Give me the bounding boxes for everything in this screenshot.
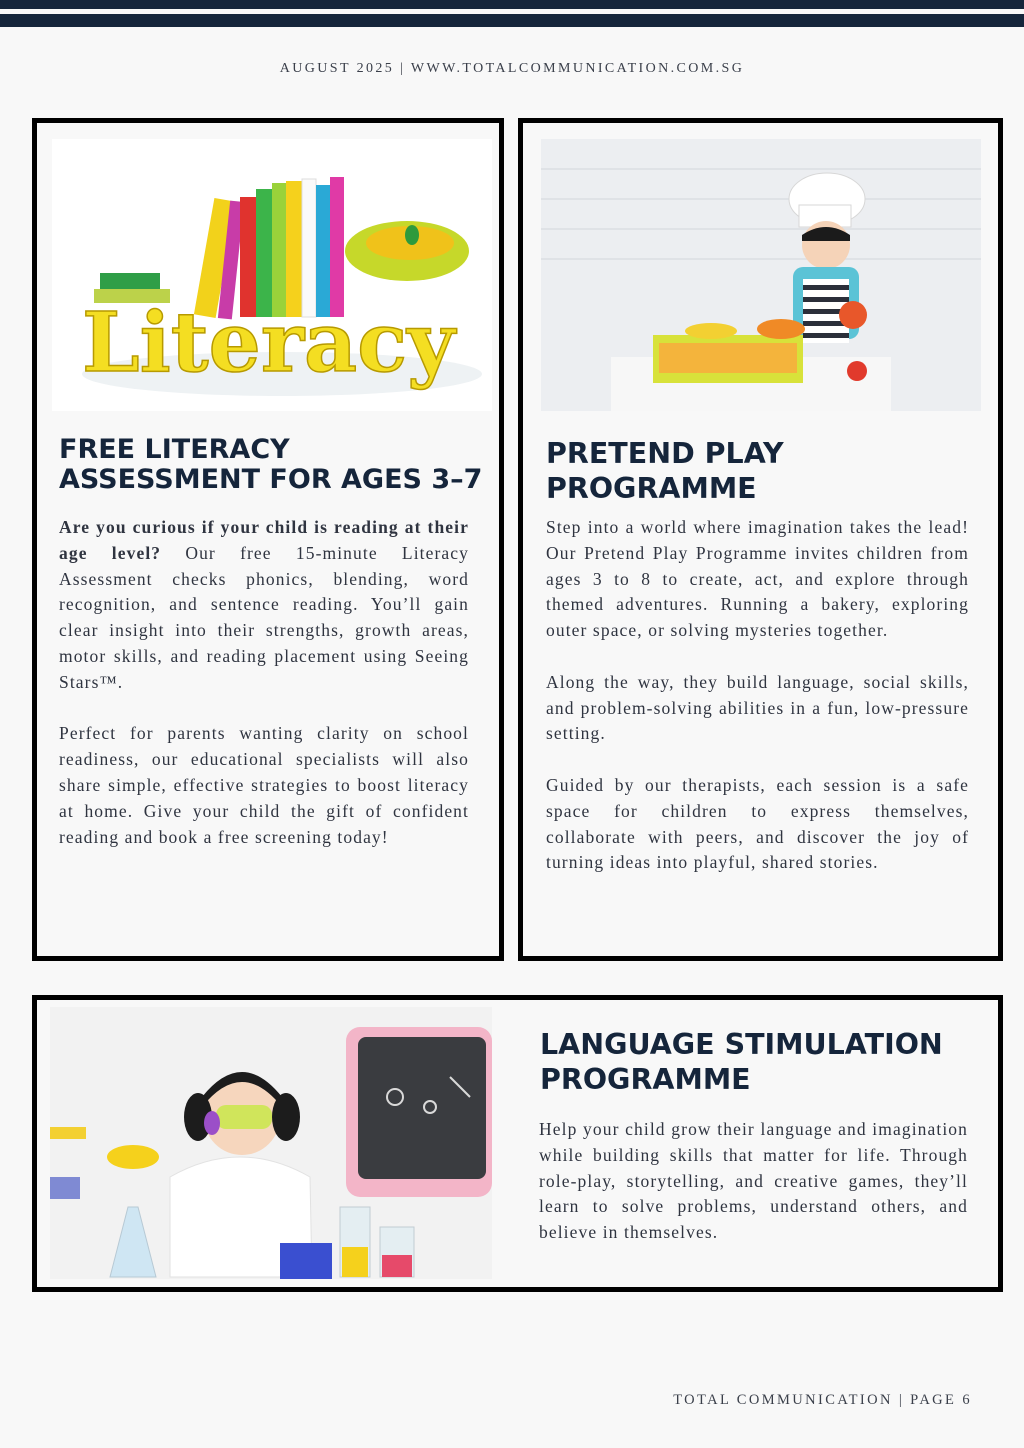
literacy-para-1 <box>59 515 469 696</box>
top-stripe-thick <box>0 0 1024 9</box>
literacy-word-art: Literacy <box>82 295 455 391</box>
language-image <box>50 1007 492 1279</box>
pretend-play-para-3: Guided by our therapists, each session is a safe space for children to express themselves, collaborate with peers, and discover the joy of turning ideas into playful, shared stories. <box>546 774 969 873</box>
top-stripe-thin <box>0 14 1024 27</box>
pretend-play-para-1: Step into a world where imagination takes the lead! Our Pretend Play Programme invites children from ages 3 to 8 to create, act, and explore through themed adventures. Running a bakery, exploring outer space, or solving mysteries together. <box>546 517 969 641</box>
language-title <box>540 1028 990 1098</box>
page-footer: TOTAL COMMUNICATION | PAGE 6 <box>673 1392 972 1408</box>
pretend-play-image <box>541 139 981 411</box>
child-scientist-illustration <box>50 1007 492 1279</box>
books-and-letters-illustration <box>52 139 492 411</box>
page-header: AUGUST 2025 | WWW.TOTALCOMMUNICATION.COM.SG <box>279 61 745 76</box>
pretend-play-title <box>546 437 986 507</box>
literacy-card <box>32 118 504 961</box>
literacy-title-line2: ASSESSMENT FOR AGES 3–7 <box>59 464 483 496</box>
literacy-image <box>52 139 492 411</box>
language-para-1: Help your child grow their language and imagination while building skills that matter for life. Through role-play, storytelling, and creative games, they’ll learn to solve problems, understand others, and believe in themselves. <box>539 1119 968 1243</box>
literacy-para-1-text: Our free 15-minute Literacy Assessment checks phonics, blending, word recognition, and sentence reading. You’ll gain clear insight into their strengths, growth areas, motor skills, and reading placement using Seeing Stars™. <box>59 542 469 692</box>
literacy-title <box>59 435 499 495</box>
pretend-play-title-line2: PROGRAMME <box>546 471 757 505</box>
language-title-line2: PROGRAMME <box>540 1062 751 1096</box>
pretend-play-title-line1: PRETEND PLAY <box>546 437 784 470</box>
pretend-play-card <box>518 118 1003 961</box>
literacy-title-line1: FREE LITERACY <box>59 434 290 465</box>
pretend-play-para-2: Along the way, they build language, social skills, and problem-solving abilities in a fun, low-pressure setting. <box>546 671 969 744</box>
literacy-lead-question: Are you curious if your child is reading at their age level? <box>59 517 469 563</box>
language-body <box>539 1117 968 1246</box>
language-title-line1: LANGUAGE STIMULATION <box>540 1028 943 1061</box>
child-chef-illustration <box>541 139 981 411</box>
language-card <box>32 995 1003 1292</box>
literacy-body <box>59 515 469 850</box>
literacy-para-2: Perfect for parents wanting clarity on school readiness, our educational specialists will also share simple, effective strategies to boost literacy at home. Give your child the gift of confident reading and book a free screening today! <box>59 723 469 847</box>
pretend-play-body <box>546 515 969 876</box>
